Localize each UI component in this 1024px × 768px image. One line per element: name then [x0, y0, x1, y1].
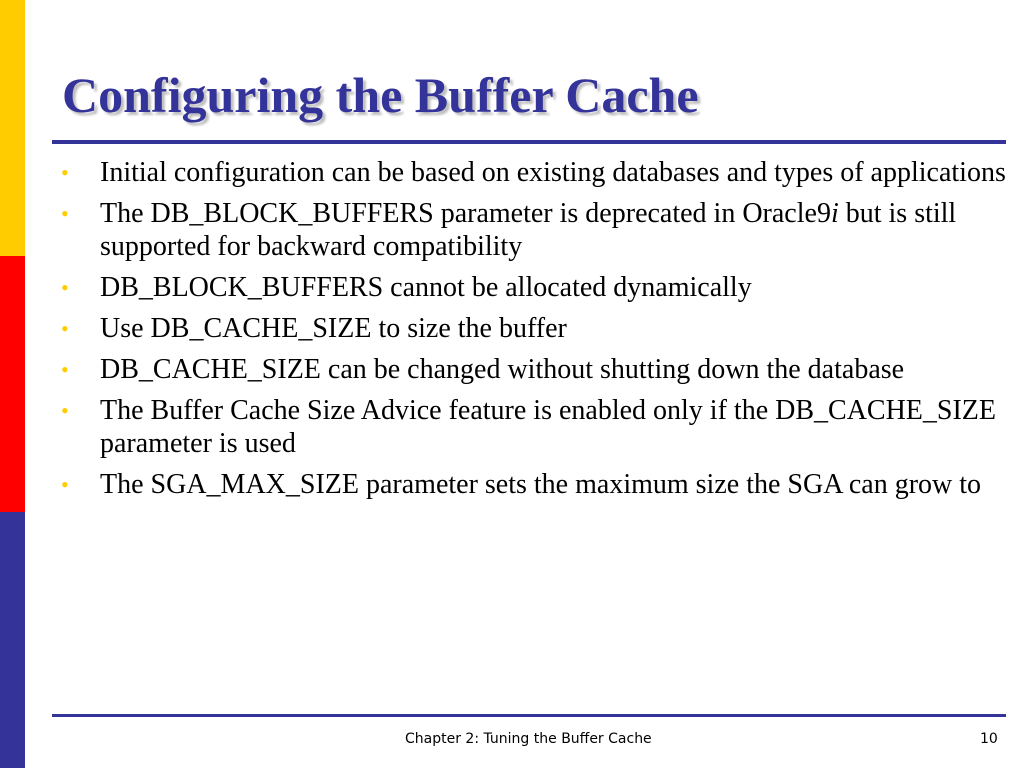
slide-title: Configuring the Buffer Cache: [62, 67, 699, 123]
bullet-dot-icon: •: [61, 472, 69, 497]
bullet-item: [57, 353, 1007, 386]
bullet-text: The SGA_MAX_SIZE parameter sets the maximum size the SGA can grow to: [100, 469, 982, 500]
bullet-list: [57, 156, 1007, 509]
bullet-dot-icon: •: [61, 275, 69, 300]
side-bar-yellow: [0, 0, 25, 256]
bullet-item: [57, 271, 1007, 304]
bullet-text: Use DB_CACHE_SIZE to size the buffer: [100, 313, 567, 344]
bullet-dot-icon: •: [61, 398, 69, 423]
footer-chapter-title: Chapter 2: Tuning the Buffer Cache: [405, 731, 652, 747]
bullet-item: [57, 312, 1007, 345]
bullet-text: DB_CACHE_SIZE can be changed without shutting down the database: [100, 354, 905, 385]
bullet-text: Initial configuration can be based on existing databases and types of applications: [100, 157, 1006, 188]
bullet-text: DB_BLOCK_BUFFERS cannot be allocated dynamically: [100, 272, 752, 303]
bullet-item: [57, 468, 1007, 501]
bullet-text-end: but is still supported for backward compatibility: [100, 198, 957, 262]
page-number: 10: [980, 731, 998, 747]
bullet-item: [57, 156, 1007, 189]
side-bar-red: [0, 256, 25, 512]
footer-divider: [52, 714, 1006, 717]
bullet-dot-icon: •: [61, 357, 69, 382]
bullet-item: [57, 197, 1007, 263]
bullet-dot-icon: •: [61, 160, 69, 185]
side-bar-blue: [0, 512, 25, 768]
bullet-text: The Buffer Cache Size Advice feature is enabled only if the DB_CACHE_SIZE parameter is used: [100, 395, 997, 459]
bullet-dot-icon: •: [61, 316, 69, 341]
title-divider: [52, 140, 1006, 144]
bullet-text-italic: i: [830, 198, 839, 229]
bullet-dot-icon: •: [61, 201, 69, 226]
bullet-item: [57, 394, 1007, 460]
bullet-text-start: The DB_BLOCK_BUFFERS parameter is deprecated in Oracle9: [100, 198, 831, 229]
